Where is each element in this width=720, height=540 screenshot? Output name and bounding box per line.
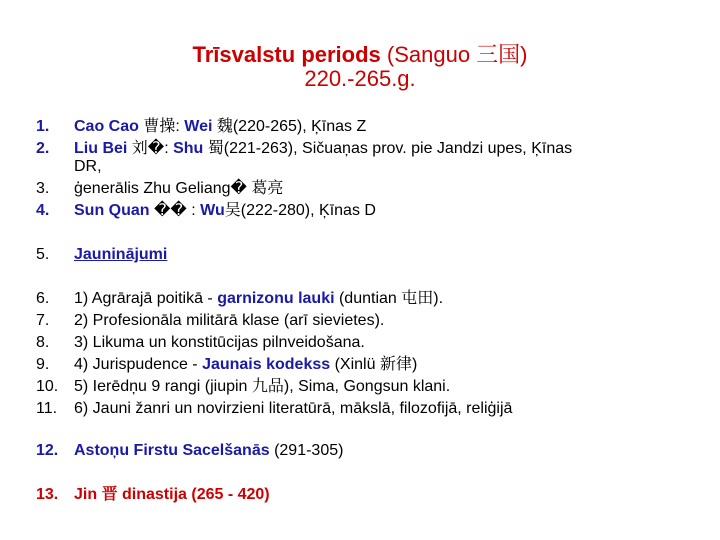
event-name: Astoņu Firstu Sacelšanās: [74, 442, 270, 459]
item-text: [74, 442, 714, 460]
item-text: [74, 140, 714, 176]
region: Ķīnas Z: [311, 118, 367, 135]
item-text: [74, 202, 714, 220]
item-number: 13.: [36, 486, 59, 503]
title-dates: 220.-265.g.: [304, 66, 416, 91]
title-line-1: [0, 38, 720, 69]
kingdom-info: 吴(222-280),: [224, 202, 320, 219]
item-number: 9.: [36, 356, 50, 373]
item-number: 6.: [36, 290, 50, 307]
region: Ķīnas: [531, 140, 573, 157]
item-number: 8.: [36, 334, 50, 351]
highlight-term: garnizonu lauki: [217, 290, 335, 307]
region: Ķīnas D: [319, 202, 376, 219]
item-text: ģenerālis Zhu Geliang� 葛亮: [74, 180, 284, 197]
kingdom-name: Shu: [173, 140, 204, 157]
ruler-name: Cao Cao: [74, 118, 139, 135]
highlight-term: Jaunais kodekss: [202, 356, 331, 373]
ruler-chinese: 曹操:: [138, 118, 185, 135]
item-number: 5.: [36, 246, 50, 263]
kingdom-name: Wu: [200, 202, 225, 219]
item-tail: (Xinlü 新律): [330, 356, 418, 373]
item-number: 11.: [36, 400, 58, 417]
item-text: 6) Jauni žanri un novirzieni literatūrā, mākslā, filozofijā, reliģijā: [74, 400, 513, 417]
item-number: 2.: [36, 140, 50, 157]
item-number: 1.: [36, 118, 50, 135]
item-text: [74, 356, 714, 374]
ruler-chinese: 刘�:: [127, 140, 174, 157]
region-continued: DR,: [74, 158, 102, 175]
ruler-name: Liu Bei: [74, 140, 128, 157]
item-text: 3) Likuma un konstitūcijas pilnveidošana.: [74, 334, 365, 351]
item-number: 7.: [36, 312, 50, 329]
title-parenthetical: (Sanguo 三国): [380, 42, 528, 67]
item-number: 10.: [36, 378, 59, 395]
kingdom-info: 蜀(221-263), Sičuaņas prov. pie Jandzi upes,: [203, 140, 532, 157]
kingdom-name: Wei: [184, 118, 213, 135]
kingdom-info: 魏(220-265),: [212, 118, 312, 135]
item-number: 12.: [36, 442, 59, 459]
ruler-name: Sun Quan: [74, 202, 150, 219]
section-heading: Jauninājumi: [74, 246, 168, 263]
ruler-chinese: �� :: [149, 202, 201, 219]
item-text: 2) Profesionāla militārā klase (arī sievietes).: [74, 312, 385, 329]
item-number: 4.: [36, 202, 50, 219]
item-text: [74, 118, 714, 136]
item-text: [74, 290, 714, 308]
event-dates: (291-305): [269, 442, 344, 459]
item-text: 5) Ierēdņu 9 rangi (jiupin 九品), Sima, Gongsun klani.: [74, 378, 451, 395]
item-number: 3.: [36, 180, 50, 197]
dynasty-name: Jin 晋 dinastija (265 - 420): [74, 486, 270, 503]
item-lead: 1) Agrārajā poitikā -: [74, 290, 218, 307]
title-main: Trīsvalstu periods: [192, 42, 381, 67]
item-lead: 4) Jurispudence -: [74, 356, 203, 373]
item-tail: (duntian 屯田).: [334, 290, 444, 307]
